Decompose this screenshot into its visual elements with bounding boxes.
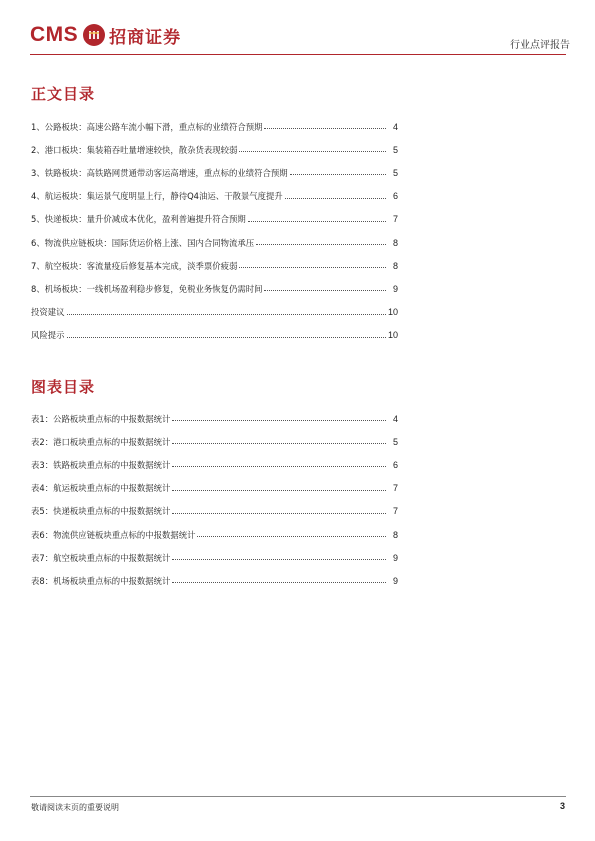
toc-entry-page: 7 [392, 506, 398, 517]
toc-entry-page: 10 [387, 307, 398, 318]
contents-title: 正文目录 [31, 85, 96, 103]
dot-leader [172, 443, 386, 444]
contents-entry[interactable] [31, 115, 398, 138]
dot-leader [172, 466, 386, 467]
toc-entry-page: 6 [392, 459, 398, 470]
toc-entry-label: 5、快递板块：量升价减成本优化，盈利普遍提升符合预期 [31, 214, 246, 225]
toc-entry-page: 9 [392, 283, 398, 294]
toc-entry-page: 8 [392, 529, 398, 540]
toc-entry-label: 7、航空板块：客流量疫后修复基本完成，淡季票价疲弱 [31, 260, 238, 271]
figure-entry[interactable] [31, 430, 398, 453]
toc-entry-label: 1、公路板块：高速公路车流小幅下滑，重点标的业绩符合预期 [31, 121, 263, 132]
toc-entry-page: 7 [392, 214, 398, 225]
toc-entry-page: 7 [392, 483, 398, 494]
dot-leader [172, 582, 386, 583]
toc-entry-label: 表6：物流供应链板块重点标的中报数据统计 [31, 529, 196, 540]
figure-entry[interactable] [31, 407, 398, 430]
toc-entry-label: 表5：快递板块重点标的中报数据统计 [31, 506, 171, 517]
dot-leader [172, 420, 386, 421]
toc-entry-page: 9 [392, 575, 398, 586]
dot-leader [172, 490, 386, 491]
toc-entry-page: 9 [392, 552, 398, 563]
figure-entry[interactable] [31, 569, 398, 592]
toc-entry-page: 4 [392, 121, 398, 132]
page-number: 3 [559, 801, 565, 811]
dot-leader [197, 536, 386, 537]
contents-entry[interactable] [31, 161, 398, 184]
footer-divider [30, 796, 566, 797]
figures-list [31, 407, 398, 593]
toc-entry-label: 6、物流供应链板块：国际货运价格上涨、国内合同物流承压 [31, 237, 255, 248]
toc-entry-label: 投资建议 [31, 307, 65, 318]
figure-entry[interactable] [31, 453, 398, 476]
dot-leader [264, 128, 386, 129]
toc-entry-page: 8 [392, 260, 398, 271]
dot-leader [67, 337, 386, 338]
contents-entry[interactable] [31, 254, 398, 277]
contents-entry[interactable] [31, 301, 398, 324]
toc-entry-label: 表2：港口板块重点标的中报数据统计 [31, 436, 171, 447]
toc-entry-label: 3、铁路板块：高铁路网贯通带动客运高增速，重点标的业绩符合预期 [31, 167, 288, 178]
toc-entry-label: 4、航运板块：集运景气度明显上行，静待Q4油运、干散景气度提升 [31, 191, 283, 202]
toc-entry-page: 8 [392, 237, 398, 248]
dot-leader [172, 559, 386, 560]
toc-entry-page: 5 [392, 436, 398, 447]
page-header [30, 20, 570, 54]
emblem-glyph-icon [87, 28, 101, 42]
toc-entry-label: 表3：铁路板块重点标的中报数据统计 [31, 459, 171, 470]
toc-entry-page: 6 [392, 191, 398, 202]
dot-leader [290, 174, 386, 175]
contents-entry[interactable] [31, 277, 398, 300]
contents-entry[interactable] [31, 324, 398, 347]
contents-list [31, 115, 398, 347]
contents-entry[interactable] [31, 208, 398, 231]
logo-text-cn: 招商证券 [109, 27, 182, 48]
logo-emblem-icon [83, 24, 105, 46]
header-divider [30, 54, 566, 55]
toc-entry-page: 5 [392, 144, 398, 155]
contents-entry[interactable] [31, 231, 398, 254]
dot-leader [172, 513, 386, 514]
toc-entry-label: 表4：航运板块重点标的中报数据统计 [31, 483, 171, 494]
toc-entry-label: 8、机场板块：一线机场盈利稳步修复，免税业务恢复仍需时间 [31, 283, 263, 294]
contents-entry[interactable] [31, 138, 398, 161]
figure-entry[interactable] [31, 523, 398, 546]
cms-logo [30, 20, 181, 50]
dot-leader [248, 221, 386, 222]
toc-entry-label: 表8：机场板块重点标的中报数据统计 [31, 575, 171, 586]
toc-entry-label: 表1：公路板块重点标的中报数据统计 [31, 413, 171, 424]
figure-entry[interactable] [31, 477, 398, 500]
figure-entry[interactable] [31, 546, 398, 569]
dot-leader [264, 290, 386, 291]
toc-entry-page: 4 [392, 413, 398, 424]
toc-entry-page: 10 [387, 330, 398, 341]
toc-entry-label: 表7：航空板块重点标的中报数据统计 [31, 552, 171, 563]
toc-entry-page: 5 [392, 167, 398, 178]
footer-disclaimer: 敬请阅读末页的重要说明 [31, 803, 119, 812]
toc-entry-label: 2、港口板块：集装箱吞吐量增速较快，散杂货表现较弱 [31, 144, 238, 155]
dot-leader [239, 267, 386, 268]
toc-entry-label: 风险提示 [31, 330, 65, 341]
dot-leader [256, 244, 386, 245]
dot-leader [239, 151, 386, 152]
dot-leader [67, 314, 386, 315]
logo-text-en: CMS [30, 23, 79, 46]
figure-entry[interactable] [31, 500, 398, 523]
contents-entry[interactable] [31, 185, 398, 208]
dot-leader [285, 198, 386, 199]
figures-title: 图表目录 [31, 378, 96, 396]
report-type-label: 行业点评报告 [510, 40, 570, 51]
